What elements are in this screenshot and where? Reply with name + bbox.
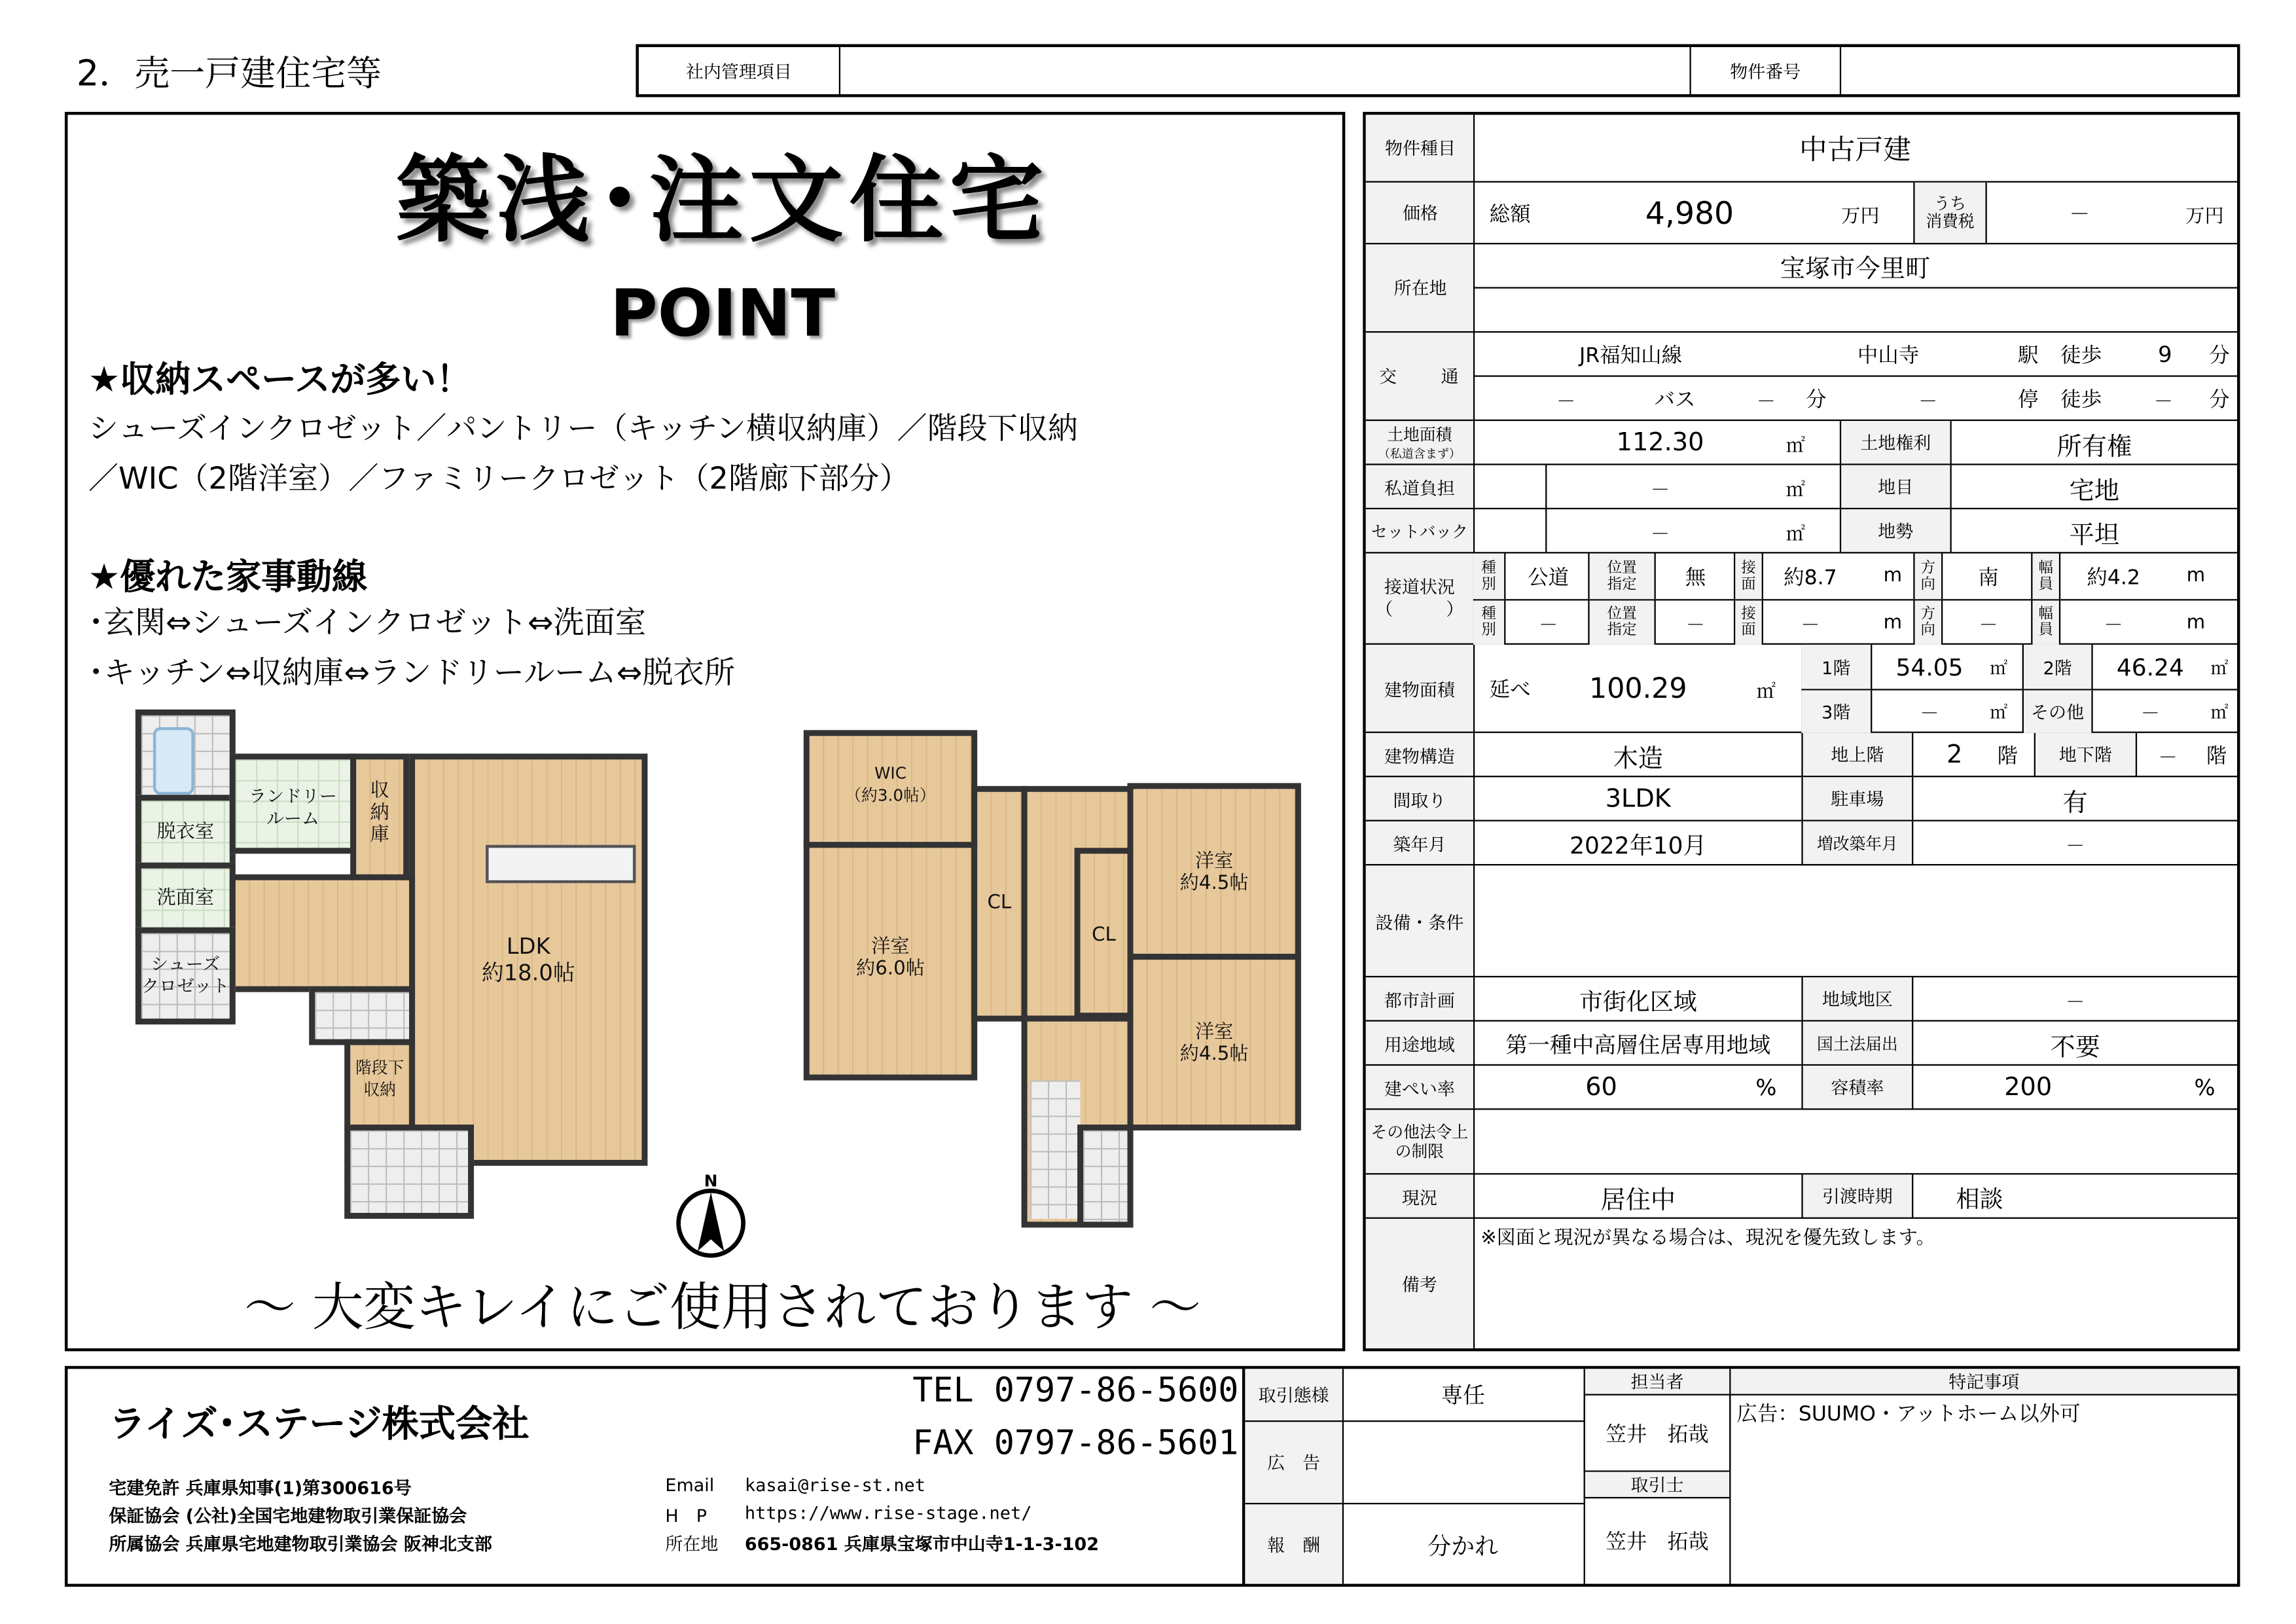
road1-kind-label: 種 別 [1473, 554, 1505, 600]
cl1-closet [971, 786, 1027, 1022]
shoes-label: シューズ クロゼット [141, 954, 230, 997]
datsuishitsu-room [135, 795, 236, 868]
t2-dash2: － [1756, 391, 1776, 413]
road1-face-label: 接 面 [1734, 554, 1763, 600]
f1-value: 54.05 [1895, 653, 1964, 681]
remarks-value: ※図面と現況が異なる場合は、現況を優先致します。 [1480, 1227, 1935, 1250]
t2-bus: バス [1654, 388, 1696, 412]
point2-heading: ★優れた家事動線 [88, 556, 368, 598]
road2-pos: － [1685, 614, 1706, 637]
city-plan-label: 都市計画 [1384, 990, 1455, 1011]
t2-tei: 停 [2017, 388, 2039, 412]
t2-dash1: － [1556, 391, 1576, 413]
land-area-unit: ㎡ [1785, 435, 1806, 458]
ad-label: 広 告 [1245, 1422, 1342, 1504]
zoning-value: 第一種中高層住居専用地域 [1505, 1031, 1771, 1058]
tax-unit: 万円 [2185, 205, 2224, 228]
toilet-2f [1077, 1125, 1133, 1227]
bldg-total-value: 100.29 [1589, 672, 1687, 706]
price-label: 価格 [1366, 183, 1475, 244]
handover-value: 相談 [1956, 1184, 2003, 1212]
promo-footer: ～ 大変キレイにご使用されております ～ [244, 1279, 1202, 1339]
t1-eki: 駅 [2017, 344, 2039, 369]
notes-label: 特記事項 [1731, 1369, 2237, 1395]
coverage-pct: % [1755, 1074, 1777, 1102]
far-pct: % [2194, 1074, 2215, 1102]
point1-line2: ／WIC（2階洋室）／ファミリークロゼット（2階廊下部分） [88, 460, 910, 496]
yoshitsu-45a-label: 洋室 約4.5帖 [1179, 850, 1249, 895]
road1-width-label: 幅 員 [2031, 554, 2060, 600]
t2-bun1: 分 [1806, 388, 1827, 412]
t1-bun: 分 [2209, 344, 2230, 369]
road1-width: 約4.2 [2087, 566, 2140, 590]
private-road-label: 私道負担 [1384, 477, 1455, 499]
ldk-room [409, 753, 647, 1166]
other-law-label: その他法令上 の制限 [1371, 1123, 1469, 1162]
road1-dir: 南 [1978, 566, 1999, 590]
t1-min: 9 [2158, 341, 2172, 369]
senmen-room [135, 863, 236, 933]
north-label: N [704, 1170, 718, 1191]
road1-pos-label: 位置 指定 [1588, 554, 1655, 600]
above-kai: 階 [1997, 744, 2018, 768]
other-area-label: その他 [2022, 691, 2093, 733]
built-value: 2022年10月 [1570, 831, 1707, 859]
other-area-value: － [2140, 703, 2160, 726]
road2-kind-label: 種 別 [1473, 600, 1505, 644]
company-name: ライズ･ステージ株式会社 [109, 1403, 529, 1446]
addr-label: 所在地 [665, 1534, 719, 1555]
toilet-1f [309, 986, 415, 1045]
structure-value: 木造 [1613, 744, 1664, 774]
promo-panel [65, 112, 1345, 1351]
other-law-value [1484, 1116, 2219, 1169]
zoning-label: 用途地域 [1384, 1034, 1455, 1055]
t2-walk: 徒歩 [2060, 388, 2102, 412]
wic-room [804, 730, 977, 848]
land-area-sub: （私道含まず） [1378, 446, 1461, 460]
land-right-label: 土地権利 [1840, 421, 1952, 465]
stairs-1f [344, 1125, 474, 1219]
price-total-label: 総額 [1489, 203, 1531, 227]
coverage-value: 60 [1585, 1073, 1617, 1103]
t2-dash3: － [1918, 391, 1938, 413]
bldg-total-label: 延べ [1489, 678, 1531, 702]
built-label: 築年月 [1393, 833, 1446, 855]
notes-value: 広告：SUUMO・アットホーム以外可 [1736, 1403, 2081, 1426]
mode-label: 取引態様 [1245, 1369, 1342, 1422]
below-label: 地下階 [2034, 733, 2137, 777]
district-label: 地域地区 [1801, 977, 1913, 1021]
f1-unit: ㎡ [1990, 657, 2008, 678]
land-law-label: 国土法届出 [1801, 1022, 1913, 1066]
f3-unit: ㎡ [1990, 702, 2008, 723]
road1-face: 約8.7 [1784, 566, 1837, 590]
setback-label: セットバック [1371, 522, 1468, 542]
type-label: 物件種目 [1366, 115, 1475, 182]
ad-value [1342, 1422, 1584, 1504]
yoshitsu-45b-label: 洋室 約4.5帖 [1179, 1021, 1249, 1066]
price-value: 4,980 [1645, 196, 1734, 232]
point1-heading: ★収納スペースが多い！ [88, 359, 472, 401]
promo-title: 築浅･注文住宅 [395, 147, 1050, 257]
land-right-value: 所有権 [2056, 431, 2132, 461]
setback-unit: ㎡ [1785, 523, 1806, 546]
private-road-value: － [1650, 478, 1670, 501]
status-value: 居住中 [1600, 1185, 1676, 1216]
addr-value: 665-0861 兵庫県宝塚市中山寺1-1-3-102 [744, 1534, 1100, 1555]
road2-face-label: 接 面 [1734, 600, 1763, 644]
staff-value: 笠井 拓哉 [1584, 1396, 1731, 1472]
company-association: 所属協会 兵庫県宅地建物取引業協会 阪神北支部 [109, 1534, 492, 1555]
hp-link[interactable]: https://www.rise-stage.net/ [744, 1502, 1032, 1524]
renov-label: 増改築年月 [1801, 821, 1913, 865]
email-link[interactable]: kasai@rise-st.net [744, 1475, 926, 1496]
land-cat-value: 宅地 [2069, 476, 2120, 506]
bldg-area-label: 建物面積 [1384, 679, 1455, 700]
f2-unit: ㎡ [2210, 657, 2229, 678]
f1-label: 1階 [1801, 645, 1872, 689]
f2-label: 2階 [2022, 645, 2093, 689]
f2-value: 46.24 [2116, 653, 2184, 681]
tax-value: － [2069, 203, 2090, 227]
f3-value: － [1920, 703, 1939, 726]
point1-line1: シューズインクロゼット／パントリー（キッチン横収納庫）／階段下収納 [88, 410, 1078, 446]
fee-label: 報 酬 [1267, 1534, 1321, 1555]
layout-value: 3LDK [1605, 784, 1671, 814]
parking-value: 有 [2062, 788, 2088, 818]
mgmt-label: 社内管理項目 [639, 47, 840, 94]
fee-value: 分かれ [1427, 1531, 1499, 1560]
road-label: 接道状況 （ ） [1375, 577, 1464, 620]
bathroom [135, 710, 236, 801]
road1-dir-label: 方 向 [1913, 554, 1943, 600]
land-area-label: 土地面積 [1387, 425, 1452, 445]
land-cat-label: 地目 [1840, 465, 1952, 509]
agent-value: 笠井 拓哉 [1605, 1530, 1709, 1555]
header-bar [636, 44, 2240, 97]
road1-face-unit: m [1883, 565, 1903, 588]
under-stairs-storage [344, 1039, 415, 1130]
road2-pos-label: 位置 指定 [1588, 600, 1655, 644]
company-box [65, 1366, 2240, 1587]
f3-label: 3階 [1801, 691, 1872, 733]
location-label: 所在地 [1366, 244, 1475, 333]
floorplan-1f [135, 710, 724, 1210]
renov-value: － [2066, 835, 2085, 857]
t1-walk: 徒歩 [2060, 344, 2102, 369]
city-plan-value: 市街化区域 [1579, 986, 1697, 1015]
staff-label: 担当者 [1584, 1369, 1731, 1395]
spec-table [1363, 112, 2240, 1351]
road2-width-label: 幅 員 [2031, 600, 2060, 644]
structure-label: 建物構造 [1384, 745, 1455, 767]
t2-dash4: － [2153, 391, 2174, 413]
other-area-unit: ㎡ [2210, 702, 2229, 723]
equip-value [1484, 871, 2219, 971]
remarks-label: 備考 [1401, 1274, 1437, 1295]
under-stairs-label: 階段下 収納 [355, 1058, 404, 1100]
hp-label: H P [665, 1506, 707, 1526]
mgmt-value [840, 47, 1691, 94]
district-value: － [2066, 991, 2085, 1014]
land-law-value: 不要 [2050, 1032, 2100, 1062]
company-license: 宅建免許 兵庫県知事(1)第300616号 [109, 1477, 412, 1499]
status-label: 現況 [1401, 1187, 1437, 1208]
yoshitsu-45b-room [1128, 954, 1301, 1130]
laundry-room [230, 753, 356, 854]
cl1-label: CL [987, 892, 1012, 914]
tax-label: うち 消費税 [1913, 183, 1986, 244]
road2-dir: － [1979, 614, 1998, 637]
cl2-closet [1075, 848, 1134, 1019]
company-guarantee: 保証協会 (公社)全国宅地建物取引業保証協会 [109, 1506, 467, 1526]
transport-label: 交 通 [1366, 333, 1475, 421]
private-road-unit: ㎡ [1785, 478, 1806, 501]
road2-dir-label: 方 向 [1913, 600, 1943, 644]
parking-label: 駐車場 [1801, 777, 1913, 821]
below-kai: 階 [2206, 744, 2227, 768]
property-no-value [1841, 47, 2237, 94]
hall-1f [230, 875, 415, 992]
laundry-label: ランドリー ルーム [248, 785, 337, 829]
email-label: Email [665, 1475, 715, 1496]
t1-line: JR福知山線 [1579, 344, 1683, 369]
property-no-label: 物件番号 [1691, 47, 1841, 94]
floorplan-2f [804, 730, 1319, 1260]
storage-label: 収 納 庫 [370, 780, 389, 847]
mode-value: 専任 [1342, 1369, 1584, 1422]
above-label: 地上階 [1801, 733, 1913, 777]
company-tel: TEL 0797-86-5600 [912, 1371, 1239, 1411]
road1-width-unit: m [2186, 565, 2206, 588]
north-arrow-icon [674, 1172, 747, 1260]
type-value: 中古戸建 [1473, 115, 2237, 182]
datsuishitsu-label: 脱衣室 [156, 821, 215, 844]
road2-width-unit: m [2186, 611, 2206, 634]
equip-label: 設備・条件 [1375, 912, 1464, 933]
point2-line1: ･玄関⇔シューズインクロゼット⇔洗面室 [88, 605, 647, 641]
terrain-value: 平坦 [2069, 520, 2120, 550]
point-heading: POINT [610, 276, 835, 352]
t1-station: 中山寺 [1857, 344, 1920, 369]
ldk-label: LDK 約18.0帖 [481, 933, 575, 986]
company-fax: FAX 0797-86-5601 [912, 1424, 1239, 1464]
above-value: 2 [1946, 740, 1963, 770]
road2-face-unit: m [1883, 611, 1903, 634]
road2-face: － [1801, 614, 1820, 637]
section-title: 2．売一戸建住宅等 [76, 52, 382, 94]
agent-label: 取引士 [1584, 1472, 1731, 1498]
road1-pos: 無 [1685, 566, 1706, 590]
far-value: 200 [2004, 1073, 2053, 1103]
shoes-closet [135, 928, 236, 1024]
setback-value: － [1650, 523, 1670, 546]
senmen-label: 洗面室 [156, 887, 215, 910]
road1-kind: 公道 [1528, 566, 1570, 590]
terrain-label: 地勢 [1840, 509, 1952, 553]
handover-label: 引渡時期 [1801, 1174, 1913, 1218]
point2-line2: ･キッチン⇔収納庫⇔ランドリールーム⇔脱衣所 [88, 655, 736, 691]
land-area-value: 112.30 [1616, 428, 1704, 458]
price-unit: 万円 [1841, 205, 1880, 228]
yoshitsu-45a-room [1128, 783, 1301, 960]
wic-label: WIC （約3.0帖） [845, 764, 936, 806]
location-value: 宝塚市今里町 [1473, 244, 2237, 288]
cl2-label: CL [1092, 924, 1116, 947]
yoshitsu-6-room [804, 842, 977, 1080]
road2-width: － [2104, 614, 2123, 637]
storage-room [350, 753, 409, 886]
road2-kind: － [1538, 614, 1558, 637]
below-value: － [2158, 747, 2178, 769]
layout-label: 間取り [1393, 789, 1446, 810]
t2-bun2: 分 [2209, 388, 2230, 412]
coverage-label: 建ぺい率 [1384, 1078, 1455, 1099]
yoshitsu-6-label: 洋室 約6.0帖 [855, 936, 925, 981]
bldg-total-unit: ㎡ [1756, 681, 1776, 703]
far-label: 容積率 [1801, 1066, 1913, 1110]
